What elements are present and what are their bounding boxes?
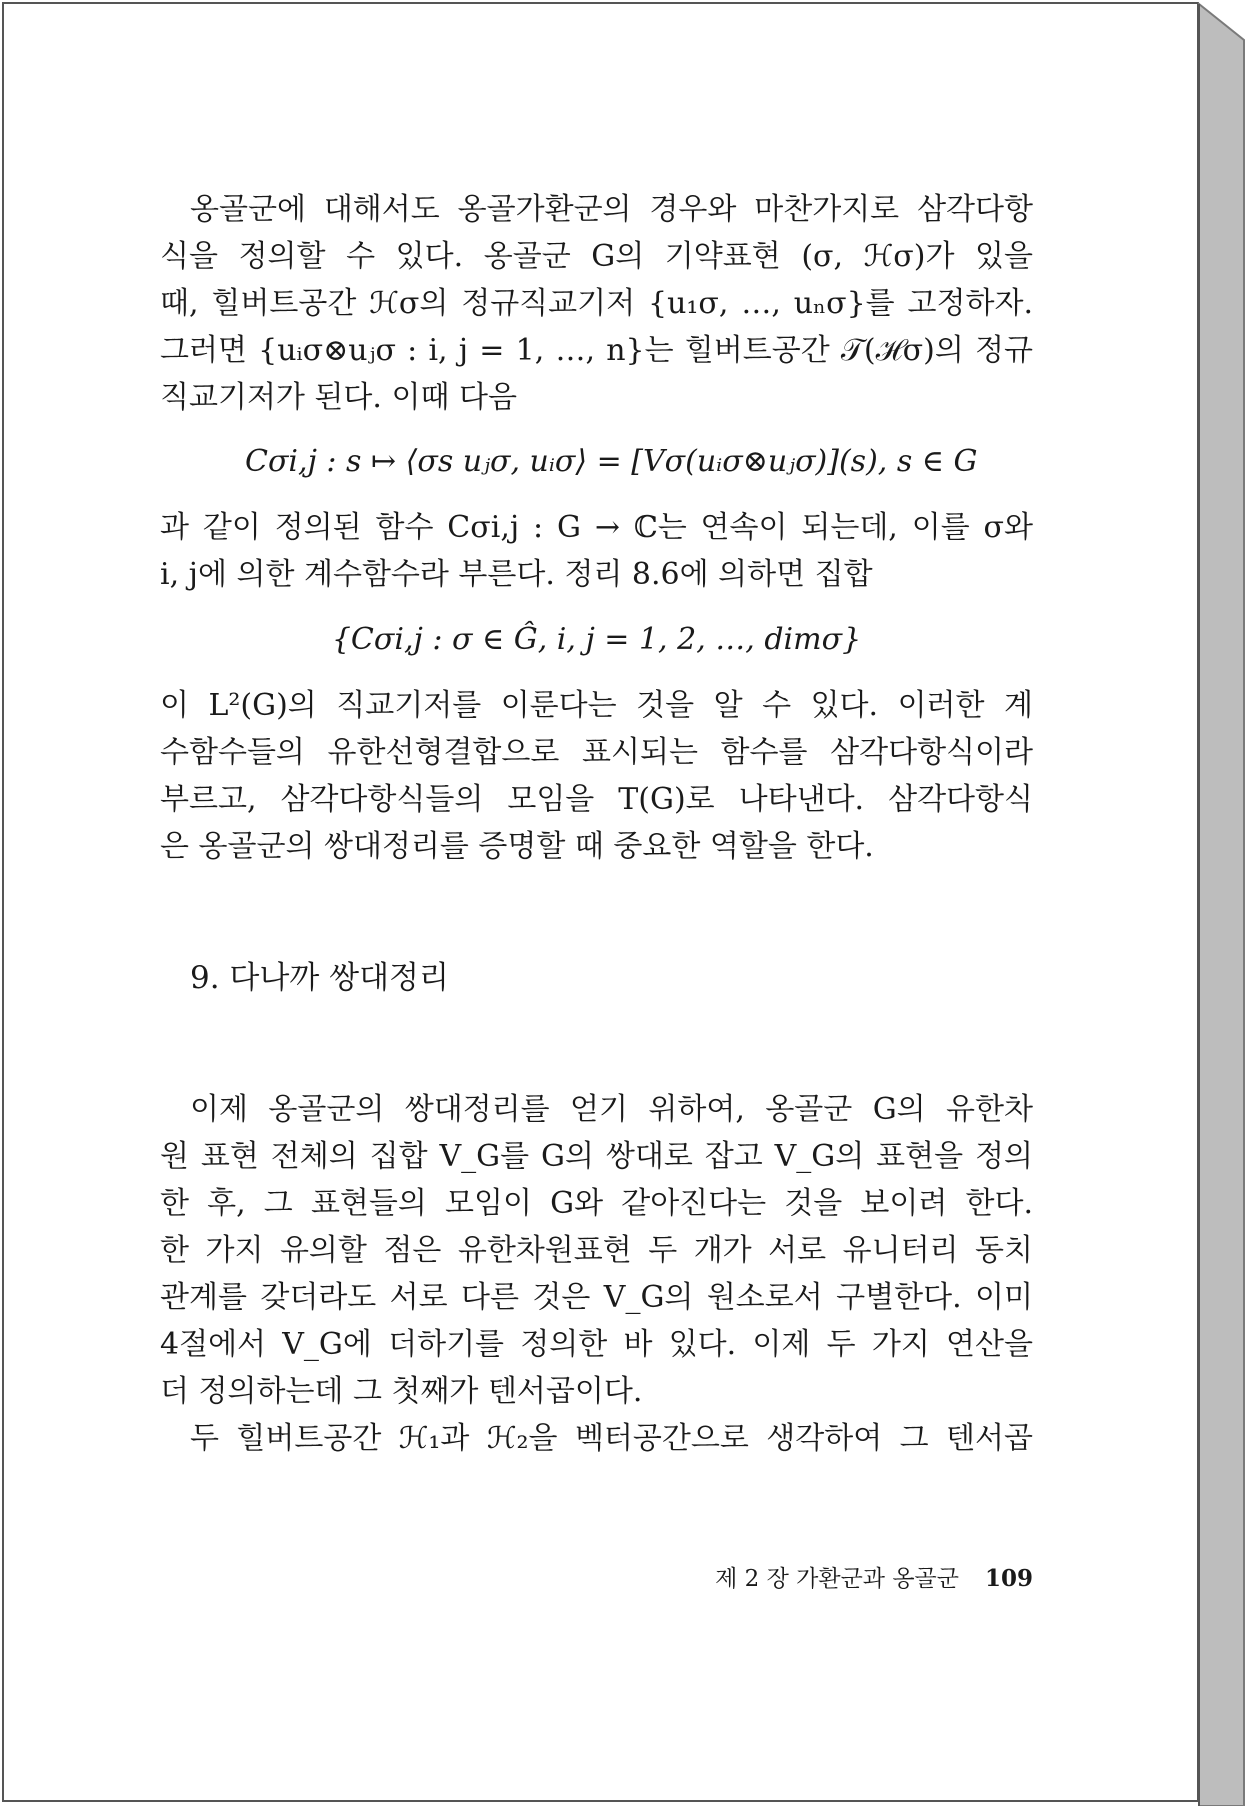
paragraph1-line: 직교기저가 된다. 이때 다음 <box>160 380 517 415</box>
paragraph4-line: 원 표현 전체의 집합 V_G를 G의 쌍대로 잡고 V_G의 표현을 정의 <box>160 1139 1033 1174</box>
display-equation-basis-set: {Cσi,j : σ ∈ Ĝ, i, j = 1, 2, …, dimσ} <box>331 622 862 657</box>
paragraph1-line: 식을 정의할 수 있다. 옹골군 G의 기약표현 (σ, ℋσ)가 있을 <box>160 239 1033 274</box>
paragraph1-line: 옹골군에 대해서도 옹골가환군의 경우와 마찬가지로 삼각다항 <box>190 192 1033 227</box>
paragraph3-line: 은 옹골군의 쌍대정리를 증명할 때 중요한 역할을 한다. <box>160 829 874 864</box>
paragraph3-line: 부르고, 삼각다항식들의 모임을 T(G)로 나타낸다. 삼각다항식 <box>160 782 1033 817</box>
paragraph4-line: 한 가지 유의할 점은 유한차원표현 두 개가 서로 유니터리 동치 <box>160 1233 1033 1268</box>
display-equation-coefficient: Cσi,j : s ↦ ⟨σs uⱼσ, uᵢσ⟩ = [Vσ(uᵢσ⊗uⱼσ)](s), s ∈ G <box>245 444 978 479</box>
section-heading: 9. 다나까 쌍대정리 <box>190 960 449 996</box>
paragraph4-line: 관계를 갖더라도 서로 다른 것은 V_G의 원소로서 구별한다. 이미 <box>160 1280 1033 1315</box>
paragraph1-line: 때, 힐버트공간 ℋσ의 정규직교기저 {u₁σ, …, uₙσ}를 고정하자. <box>160 286 1033 321</box>
paragraph2-line: 과 같이 정의된 함수 Cσi,j : G → ℂ는 연속이 되는데, 이를 σ와 <box>160 510 1033 545</box>
footer-chapter-title: 제 2 장 가환군과 옹골군 <box>715 1566 959 1592</box>
page-number: 109 <box>984 1565 1033 1592</box>
paragraph4-line: 이제 옹골군의 쌍대정리를 얻기 위하여, 옹골군 G의 유한차 <box>190 1092 1033 1127</box>
paragraph3-line: 수함수들의 유한선형결합으로 표시되는 함수를 삼각다항식이라 <box>160 735 1033 770</box>
paragraph4-line: 한 후, 그 표현들의 모임이 G와 같아진다는 것을 보이려 한다. <box>160 1186 1033 1221</box>
paragraph4-line: 4절에서 V_G에 더하기를 정의한 바 있다. 이제 두 가지 연산을 <box>160 1327 1033 1362</box>
paragraph1-line: 그러면 {uᵢσ⊗uⱼσ : i, j = 1, …, n}는 힐버트공간 𝒯(ℋσ)의 정규 <box>160 333 1033 368</box>
paragraph5-line: 두 힐버트공간 ℋ₁과 ℋ₂을 벡터공간으로 생각하여 그 텐서곱 <box>190 1421 1033 1456</box>
paragraph2-line: i, j에 의한 계수함수라 부른다. 정리 8.6에 의하면 집합 <box>160 557 873 592</box>
page-footer <box>160 1563 1033 1595</box>
paragraph4-line: 더 정의하는데 그 첫째가 텐서곱이다. <box>160 1374 643 1409</box>
paragraph3-line: 이 L²(G)의 직교기저를 이룬다는 것을 알 수 있다. 이러한 계 <box>160 688 1033 723</box>
